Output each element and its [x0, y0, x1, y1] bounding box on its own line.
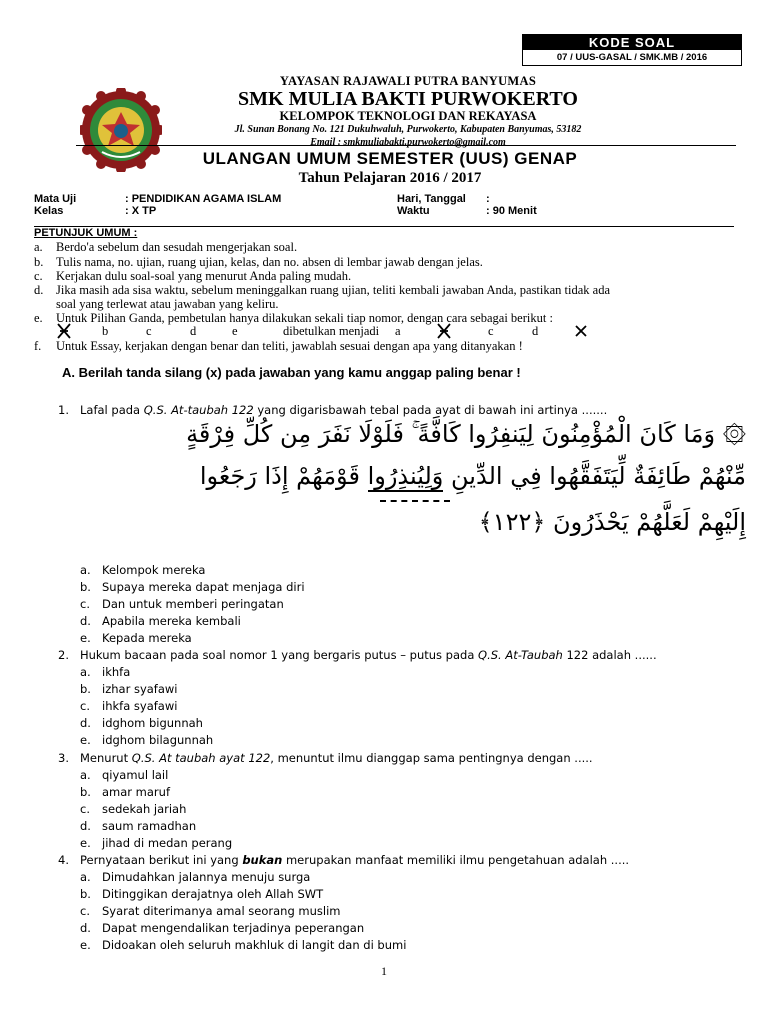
- class-label: Kelas: [34, 205, 64, 217]
- crossed-b-icon: [436, 322, 452, 340]
- verse-line-2: مِّنْهُمْ طَائِفَةٌ لِّيَتَفَقَّهُوا فِي الدِّينِ وَلِيُنذِرُوا قَوْمَهُمْ إِذَا رَجَعُوا: [199, 462, 746, 490]
- header-divider: [76, 145, 736, 146]
- school-group: KELOMPOK TEKNOLOGI DAN REKAYASA: [279, 109, 537, 123]
- example-option-d: d: [190, 324, 197, 338]
- time-label: Waktu: [397, 205, 430, 217]
- verse-line-1: ۞ وَمَا كَانَ الْمُؤْمِنُونَ لِيَنفِرُوا كَافَّةً ۚ فَلَوْلَا نَفَرَ مِن كُلِّ فِرْقَةٍ: [186, 420, 746, 448]
- instructions-heading: PETUNJUK UMUM :: [34, 227, 138, 239]
- example-option-c2: c: [488, 324, 494, 338]
- foundation-name: YAYASAN RAJAWALI PUTRA BANYUMAS: [279, 74, 537, 88]
- verse-line-3: إِلَيْهِمْ لَعَلَّهُمْ يَحْذَرُونَ ﴿١٢٢﴾: [478, 508, 746, 536]
- school-email: Email : smkmuliabakti.purwokerto@gmail.com: [310, 137, 506, 148]
- exam-code-title: KODE SOAL: [523, 35, 741, 50]
- correction-example: [34, 324, 674, 340]
- example-option-e: e: [232, 324, 238, 338]
- crossed-a-icon: [56, 322, 72, 340]
- page-number: 1: [381, 964, 387, 978]
- exam-code-box: [522, 34, 742, 66]
- underlined-word: وَلِيُنذِرُوا: [367, 462, 444, 490]
- example-option-d2: d: [532, 324, 539, 338]
- section-a-heading: A. Berilah tanda silang (x) pada jawaban yang kamu anggap paling benar !: [62, 365, 521, 380]
- academic-year: Tahun Pelajaran 2016 / 2017: [298, 170, 482, 186]
- dashed-underline: [380, 500, 450, 502]
- exam-title: ULANGAN UMUM SEMESTER (UUS) GENAP: [202, 149, 578, 168]
- subject-value: : PENDIDIKAN AGAMA ISLAM: [125, 193, 282, 205]
- cross-e-icon: [574, 324, 588, 338]
- example-option-b: b: [102, 324, 109, 338]
- day-date-value: :: [486, 193, 490, 205]
- info-divider: [34, 226, 734, 227]
- school-address: Jl. Sunan Bonang No. 121 Dukuhwaluh, Purwokerto, Kabupaten Banyumas, 53182: [234, 124, 582, 135]
- example-corrected-text: dibetulkan menjadi: [283, 324, 380, 338]
- exam-code-value: 07 / UUS-GASAL / SMK.MB / 2016: [556, 52, 708, 63]
- example-option-a2: a: [395, 324, 401, 338]
- example-option-c: c: [146, 324, 152, 338]
- quran-verse: [186, 420, 746, 550]
- time-value: : 90 Menit: [486, 205, 537, 217]
- school-name: SMK MULIA BAKTI PURWOKERTO: [238, 88, 578, 110]
- class-value: : X TP: [125, 205, 157, 217]
- subject-label: Mata Uji: [34, 193, 77, 205]
- day-date-label: Hari, Tanggal: [397, 193, 466, 205]
